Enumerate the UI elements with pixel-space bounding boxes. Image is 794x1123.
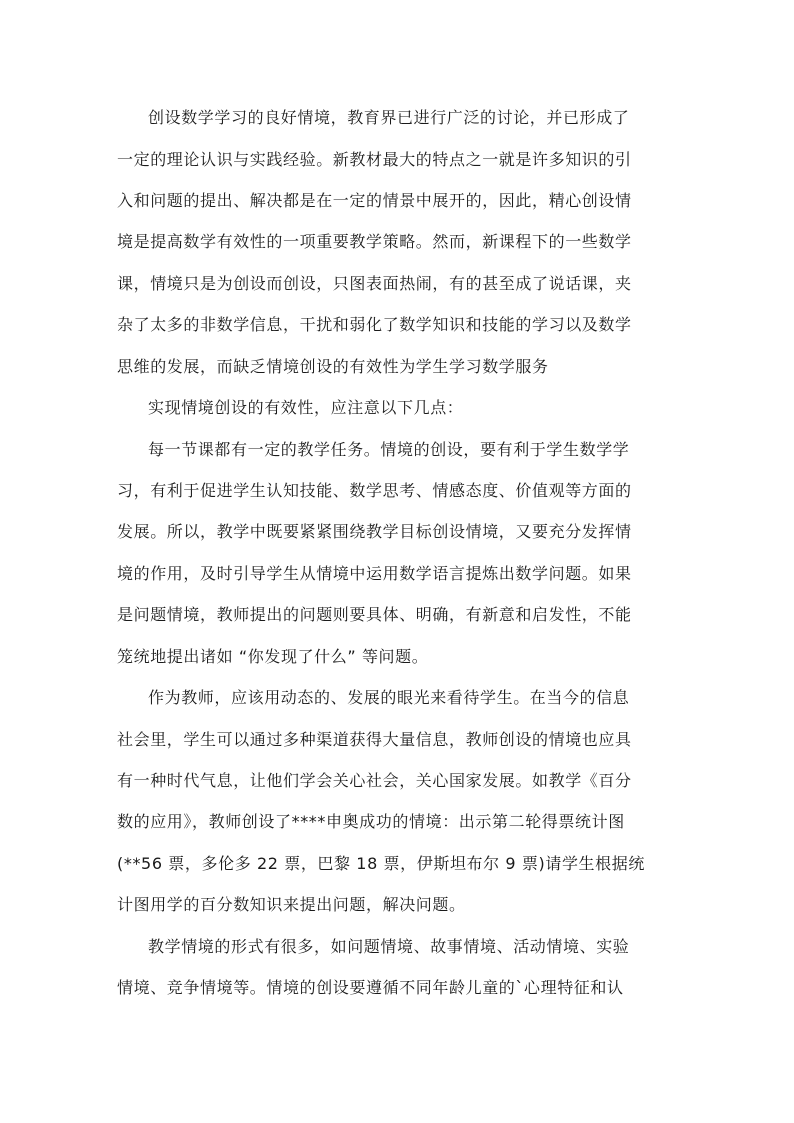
paragraph-1-line-7: 思维的发展，而缺乏情境创设的有效性为学生学习数学服务 bbox=[117, 357, 549, 376]
paragraph-3-line-5: 是问题情境，教师提出的问题则要具体、明确，有新意和启发性，不能 bbox=[117, 605, 632, 624]
paragraph-1-line-1: 创设数学学习的良好情境，教育界已进行广泛的讨论，并已形成了 bbox=[148, 108, 630, 127]
paragraph-1-line-3: 入和问题的提出、解决都是在一定的情景中展开的，因此，精心创设情 bbox=[117, 191, 632, 210]
paragraph-3-line-6: 笼统地提出诸如 “你发现了什么” 等问题。 bbox=[117, 647, 429, 666]
paragraph-3-line-3: 发展。所以，教学中既要紧紧围绕教学目标创设情境，又要充分发挥情 bbox=[117, 522, 632, 541]
paragraph-4-line-3: 有一种时代气息，让他们学会关心社会，关心国家发展。如教学《百分 bbox=[117, 771, 632, 790]
paragraph-4-line-4: 数的应用》，教师创设了****申奥成功的情境：出示第二轮得票统计图 bbox=[117, 812, 625, 831]
paragraph-1-line-2: 一定的理论认识与实践经验。新教材最大的特点之一就是许多知识的引 bbox=[117, 150, 632, 169]
paragraph-4-line-1: 作为教师，应该用动态的、发展的眼光来看待学生。在当今的信息 bbox=[148, 688, 630, 707]
paragraph-1-line-4: 境是提高数学有效性的一项重要教学策略。然而，新课程下的一些数学 bbox=[117, 232, 632, 251]
paragraph-3-line-2: 习，有利于促进学生认知技能、数学思考、情感态度、价值观等方面的 bbox=[117, 481, 632, 500]
paragraph-4-line-6: 计图用学的百分数知识来提出问题，解决问题。 bbox=[117, 895, 466, 914]
paragraph-5-line-2: 情境、竞争情境等。情境的创设要遵循不同年龄儿童的`心理特征和认 bbox=[117, 978, 624, 997]
paragraph-3-line-1: 每一节课都有一定的教学任务。情境的创设，要有利于学生数学学 bbox=[148, 440, 630, 459]
paragraph-1-line-5: 课，情境只是为创设而创设，只图表面热闹，有的甚至成了说话课，夹 bbox=[117, 274, 632, 293]
paragraph-2-line-1: 实现情境创设的有效性，应注意以下几点： bbox=[148, 398, 464, 417]
paragraph-4-line-2: 社会里，学生可以通过多种渠道获得大量信息，教师创设的情境也应具 bbox=[117, 730, 632, 749]
paragraph-4-line-5: (**56 票，多伦多 22 票，巴黎 18 票，伊斯坦布尔 9 票)请学生根据统 bbox=[117, 854, 645, 873]
paragraph-5-line-1: 教学情境的形式有很多，如问题情境、故事情境、活动情境、实验 bbox=[148, 937, 630, 956]
paragraph-1-line-6: 杂了太多的非数学信息，干扰和弱化了数学知识和技能的学习以及数学 bbox=[117, 315, 632, 334]
paragraph-3-line-4: 境的作用，及时引导学生从情境中运用数学语言提炼出数学问题。如果 bbox=[117, 564, 632, 583]
